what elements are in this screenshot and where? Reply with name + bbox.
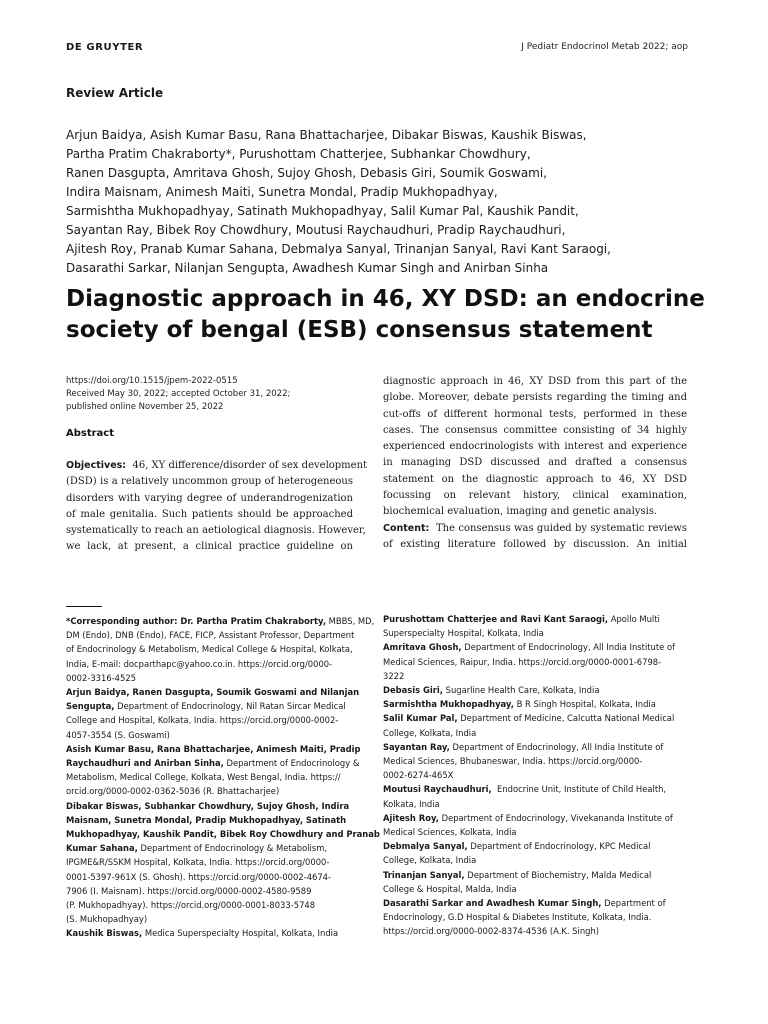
footnote-author-names: Dibakar Biswas, Subhankar Chowdhury, Sujoy Ghosh, Indira (66, 800, 350, 811)
footnote-affiliation: Apollo Multi (608, 614, 660, 624)
footnote-line (66, 898, 366, 912)
author-line: Indira Maisnam, Animesh Maiti, Sunetra Mondal, Pradip Mukhopadhyay, (66, 185, 498, 199)
footnote-line (383, 669, 693, 683)
footnote-line (383, 797, 693, 811)
footnote-line (383, 896, 693, 910)
abstract-line (383, 521, 687, 537)
footnote-line (66, 657, 366, 671)
footnote-author-names: *Corresponding author: Dr. Partha Pratim Chakraborty, (66, 616, 327, 626)
journal-citation: J Pediatr Endocrinol Metab 2022; aop (521, 42, 688, 52)
footnote-author-names: Asish Kumar Basu, Rana Bhattacharjee, Animesh Maiti, Pradip (66, 743, 361, 754)
footnote-author-names: Trinanjan Sanyal, (383, 869, 465, 880)
footnote-affiliation: Department of Endocrinology, Vivekananda Institute of (438, 812, 673, 823)
footnote-affiliation: Endocrinology, G.D Hospital & Diabetes Institute, Kolkata, India. (383, 912, 652, 923)
author-line: Ajitesh Roy, Pranab Kumar Sahana, Debmalya Sanyal, Trinanjan Sanyal, Ravi Kant Saraogi, (66, 242, 611, 256)
footnote-affiliation: Department of Endocrinology, Nil Ratan Sircar Medical (114, 701, 346, 712)
footnote-line (383, 782, 693, 796)
footnote-line (66, 614, 375, 628)
footnote-affiliation: IPGME&R/SSKM Hospital, Kolkata, India. https://orcid.org/0000- (66, 857, 330, 868)
footnote-line (66, 912, 366, 926)
footnote-divider (66, 606, 102, 607)
doi-link[interactable]: https://doi.org/10.1515/jpem-2022-0515 (66, 376, 238, 386)
footnote-affiliation: 4057-3554 (S. Goswami) (66, 729, 170, 740)
footnote-line (66, 870, 366, 884)
footnote-author-names: Salil Kumar Pal, (383, 713, 458, 724)
footnote-line (383, 853, 693, 867)
footnote-affiliation: Kolkata, India (383, 798, 440, 809)
footnote-affiliation: India, E-mail: docparthapc@yahoo.co.in. https://orcid.org/0000- (66, 658, 333, 669)
footnote-affiliation: 7906 (I. Maisnam). https://orcid.org/0000-0002-4580-9589 (66, 885, 312, 896)
footnote-line (383, 811, 693, 825)
abstract-line: cases. The consensus committee consisting of 34 highly (383, 424, 687, 436)
author-line: Dasarathi Sarkar, Nilanjan Sengupta, Awadhesh Kumar Singh and Anirban Sinha (66, 261, 549, 275)
abstract-line: focussing on relevant history, clinical examination, (383, 490, 687, 502)
footnote-line (383, 711, 693, 725)
footnote-line (383, 882, 693, 896)
footnote-line (66, 756, 366, 770)
footnote-line (383, 924, 693, 938)
abstract-line: of male genitalia. Such patients should be approached (66, 508, 353, 520)
footnote-line (383, 754, 693, 768)
objectives-label: Objectives: (66, 460, 127, 471)
abstract-text: 46, XY difference/disorder of sex development (132, 460, 368, 471)
abstract-text: The consensus was guided by systematic reviews (436, 522, 687, 534)
author-line: Ranen Dasgupta, Amritava Ghosh, Sujoy Ghosh, Debasis Giri, Soumik Goswami, (66, 166, 548, 180)
footnote-line (383, 910, 693, 924)
footnote-author-names: Kaushik Biswas, (66, 928, 143, 939)
abstract-line: statement on the diagnostic approach to 46, XY DSD (383, 473, 687, 485)
footnote-line (383, 726, 693, 740)
footnote-author-names: Kumar Sahana, (66, 843, 138, 854)
abstract-line: cut-offs of different hormonal tests, performed in these (383, 408, 687, 420)
abstract-line: in managing DSD discussed and drafted a consensus (383, 457, 687, 469)
footnote-affiliation: Endocrine Unit, Institute of Child Health, (491, 784, 667, 795)
author-line: Sarmishtha Mukhopadhyay, Satinath Mukhopadhyay, Salil Kumar Pal, Kaushik Pandit, (66, 204, 579, 218)
content-label: Content: (383, 522, 430, 534)
abstract-line: (DSD) is a relatively uncommon group of heterogeneous (66, 476, 353, 488)
footnote-line (66, 642, 366, 656)
title-line: Diagnostic approach in 46, XY DSD: an endocrine (66, 286, 705, 312)
abstract-line: disorders with varying degree of underandrogenization (66, 492, 353, 504)
footnote-author-names: Sayantan Ray, (383, 741, 450, 752)
footnote-affiliation: https://orcid.org/0000-0002-8374-4536 (A.K. Singh) (383, 926, 600, 937)
footnote-line (66, 628, 366, 642)
author-line: Arjun Baidya, Asish Kumar Basu, Rana Bhattacharjee, Dibakar Biswas, Kaushik Biswas, (66, 128, 587, 142)
footnote-affiliation: Department of Endocrinology, All India Institute of (461, 642, 676, 653)
footnote-affiliation: Department of Endocrinology & (223, 758, 360, 769)
footnote-author-names: Sengupta, (66, 701, 115, 712)
abstract-line: biochemical evaluation, imaging and genetic analysis. (383, 506, 658, 518)
footnote-line (66, 671, 366, 685)
footnote-affiliation: 3222 (383, 670, 405, 681)
footnote-affiliation: DM (Endo), DNB (Endo), FACE, FICP, Assistant Professor, Department (66, 630, 355, 641)
author-list (66, 126, 706, 278)
footnote-line (66, 784, 366, 798)
footnote-affiliation: 0002-3316-4525 (66, 672, 136, 683)
paper-title (66, 284, 706, 346)
footnote-author-names: Raychaudhuri and Anirban Sinha, (66, 758, 224, 769)
footnote-affiliation: B R Singh Hospital, Kolkata, India (513, 699, 656, 710)
article-type: Review Article (66, 86, 164, 100)
footnote-line (66, 926, 366, 940)
footnote-affiliation: 0001-5397-961X (S. Ghosh). https://orcid.org/0000-0002-4674- (66, 871, 332, 882)
footnote-author-names: Debasis Giri, (383, 685, 443, 696)
footnote-author-names: Arjun Baidya, Ranen Dasgupta, Soumik Goswami and Nilanjan (66, 687, 360, 698)
footnote-line (66, 742, 366, 756)
footnote-line (66, 699, 366, 713)
abstract-line: systematically to reach an aetiological diagnosis. However, (66, 525, 366, 537)
footnote-line (66, 841, 366, 855)
footnote-affiliation: Department of Endocrinology & Metabolism, (137, 843, 328, 854)
footnotes-left (66, 614, 380, 941)
footnote-line (383, 740, 693, 754)
abstract-line: diagnostic approach in 46, XY DSD from this part of the (383, 376, 687, 387)
footnote-author-names: Purushottam Chatterjee and Ravi Kant Saraogi, (383, 614, 609, 624)
footnote-author-names: Dasarathi Sarkar and Awadhesh Kumar Singh, (383, 898, 602, 909)
footnote-affiliation: Department of Endocrinology, All India Institute of (449, 741, 664, 752)
footnote-author-names: Amritava Ghosh, (383, 642, 462, 653)
footnote-author-names: Debmalya Sanyal, (383, 841, 468, 852)
footnote-affiliation: of Endocrinology & Metabolism, Medical College & Hospital, Kolkata, (66, 644, 353, 655)
abstract-column-left (66, 458, 368, 556)
footnote-affiliation: Department of Endocrinology, KPC Medical (467, 841, 651, 852)
footnotes-right (383, 612, 693, 939)
abstract-line: we lack, at present, a clinical practice guideline on (66, 541, 353, 553)
abstract-line: of existing literature followed by discussion. An initial (383, 538, 687, 550)
author-line: Partha Pratim Chakraborty*, Purushottam Chatterjee, Subhankar Chowdhury, (66, 147, 531, 161)
footnote-line (66, 713, 366, 727)
footnote-author-names: Ajitesh Roy, (383, 812, 439, 823)
footnote-affiliation: Medical Sciences, Raipur, India. https://orcid.org/0000-0001-6798- (383, 656, 662, 667)
footnote-line (66, 728, 366, 742)
footnote-line (383, 697, 693, 711)
footnote-affiliation: Metabolism, Medical College, Kolkata, West Bengal, India. https:// (66, 772, 341, 783)
footnote-affiliation: Department of (601, 898, 666, 909)
footnote-affiliation: Medical Sciences, Kolkata, India (383, 827, 517, 838)
footnote-affiliation: Department of Biochemistry, Malda Medical (464, 869, 652, 880)
footnote-affiliation: Sugarline Health Care, Kolkata, India (442, 685, 600, 696)
footnote-affiliation: College & Hospital, Malda, India (383, 883, 517, 894)
footnote-author-names: Sarmishtha Mukhopadhyay, (383, 699, 514, 710)
abstract-line: globe. Moreover, debate persists regarding the timing and (383, 392, 687, 404)
abstract-column-right (383, 374, 687, 553)
author-line: Sayantan Ray, Bibek Roy Chowdhury, Moutusi Raychaudhuri, Pradip Raychaudhuri, (66, 223, 566, 237)
footnote-author-names: Mukhopadhyay, Kaushik Pandit, Bibek Roy Chowdhury and Pranab (66, 829, 380, 840)
footnote-affiliation: (P. Mukhopadhyay). https://orcid.org/0000-0001-8033-5748 (66, 900, 316, 911)
footnote-affiliation: 0002-6274-465X (383, 770, 454, 781)
footnote-line (383, 839, 693, 853)
title-line: society of bengal (ESB) consensus statement (66, 317, 653, 343)
footnote-line (66, 685, 366, 699)
footnote-line (383, 655, 693, 669)
footnote-line (66, 770, 366, 784)
footnote-affiliation: College and Hospital, Kolkata, India. https://orcid.org/0000-0002- (66, 715, 339, 726)
footnote-affiliation: MBBS, MD, (326, 616, 375, 626)
footnote-line (383, 626, 693, 640)
footnote-affiliation: Department of Medicine, Calcutta National Medical (457, 713, 675, 724)
footnote-line (383, 768, 693, 782)
footnote-affiliation: orcid.org/0000-0002-0362-5036 (R. Bhattacharjee) (66, 786, 280, 797)
footnote-affiliation: (S. Mukhopadhyay) (66, 914, 148, 925)
footnote-line (66, 827, 380, 841)
footnote-line (383, 868, 693, 882)
footnote-line (66, 799, 366, 813)
footnote-line (383, 683, 693, 697)
footnote-affiliation: Medica Superspecialty Hospital, Kolkata, India (142, 928, 339, 939)
footnote-line (66, 855, 366, 869)
footnote-line (66, 813, 366, 827)
published-date: published online November 25, 2022 (66, 402, 224, 412)
footnote-affiliation: Medical Sciences, Bhubaneswar, India. https://orcid.org/0000- (383, 756, 643, 767)
footnote-affiliation: College, Kolkata, India (383, 855, 477, 866)
footnote-author-names: Maisnam, Sunetra Mondal, Pradip Mukhopadhyay, Satinath (66, 814, 347, 825)
article-meta (66, 375, 366, 414)
footnote-affiliation: Superspecialty Hospital, Kolkata, India (383, 628, 544, 639)
footnote-affiliation: College, Kolkata, India (383, 727, 477, 738)
footnote-line (66, 884, 366, 898)
footnote-line (383, 640, 693, 654)
footnote-author-names: Moutusi Raychaudhuri, (383, 784, 492, 795)
abstract-heading: Abstract (66, 428, 115, 439)
abstract-line (66, 458, 368, 474)
abstract-line: experienced endocrinologists with interest and experience (383, 441, 687, 453)
footnote-line (383, 612, 693, 626)
publisher-name: DE GRUYTER (66, 42, 144, 53)
received-dates: Received May 30, 2022; accepted October 31, 2022; (66, 389, 291, 399)
footnote-line (383, 825, 693, 839)
